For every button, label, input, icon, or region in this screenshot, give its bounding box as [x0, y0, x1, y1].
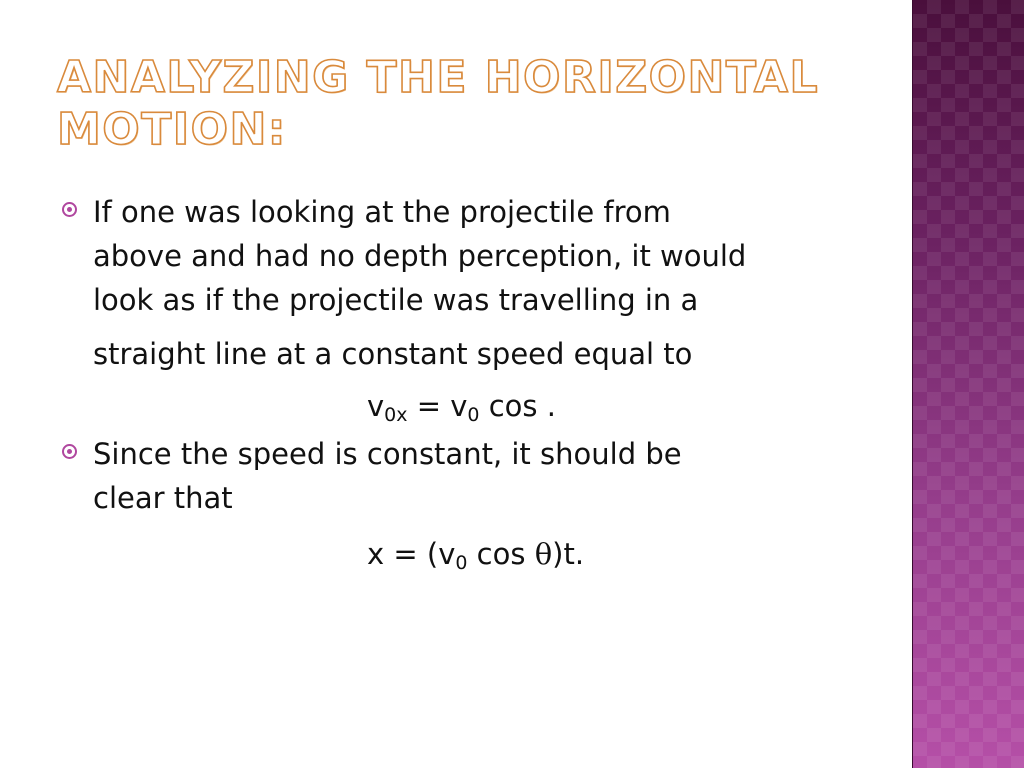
bullet-1-line-4: straight line at a constant speed equal to — [93, 337, 693, 371]
slide-title: ANALYZING THE HORIZONTAL MOTION: — [57, 52, 820, 155]
bullet-2-line-1: Since the speed is constant, it should be — [93, 437, 682, 471]
formula-1-cos: cos . — [479, 389, 556, 423]
circle-bullet-icon — [62, 444, 77, 459]
formula-2-subscript-0: 0 — [455, 552, 468, 574]
formula-2-cos: cos — [467, 537, 535, 571]
formula-1-subscript-0: 0 — [467, 404, 480, 426]
bullet-item-1 — [62, 190, 862, 322]
bullet-1-line-1: If one was looking at the projectile from — [93, 195, 671, 229]
decorative-side-band — [912, 0, 1024, 768]
slide-content — [62, 190, 862, 576]
formula-2-end: )t. — [552, 537, 585, 571]
formula-horizontal-velocity — [62, 384, 862, 428]
formula-2-start: x = (v — [367, 537, 456, 571]
formula-horizontal-position — [62, 532, 862, 576]
circle-bullet-icon — [62, 202, 77, 217]
formula-2-theta: θ — [534, 537, 553, 571]
bullet-1-line-3: look as if the projectile was travelling in a — [93, 283, 699, 317]
formula-1-equals-v: = v — [407, 389, 468, 423]
bullet-item-2 — [62, 432, 862, 520]
formula-1-subscript-0x: 0x — [384, 404, 408, 426]
formula-1-v: v — [367, 389, 385, 423]
bullet-1-line-2: above and had no depth perception, it would — [93, 239, 747, 273]
bullet-2-line-2: clear that — [93, 481, 233, 515]
